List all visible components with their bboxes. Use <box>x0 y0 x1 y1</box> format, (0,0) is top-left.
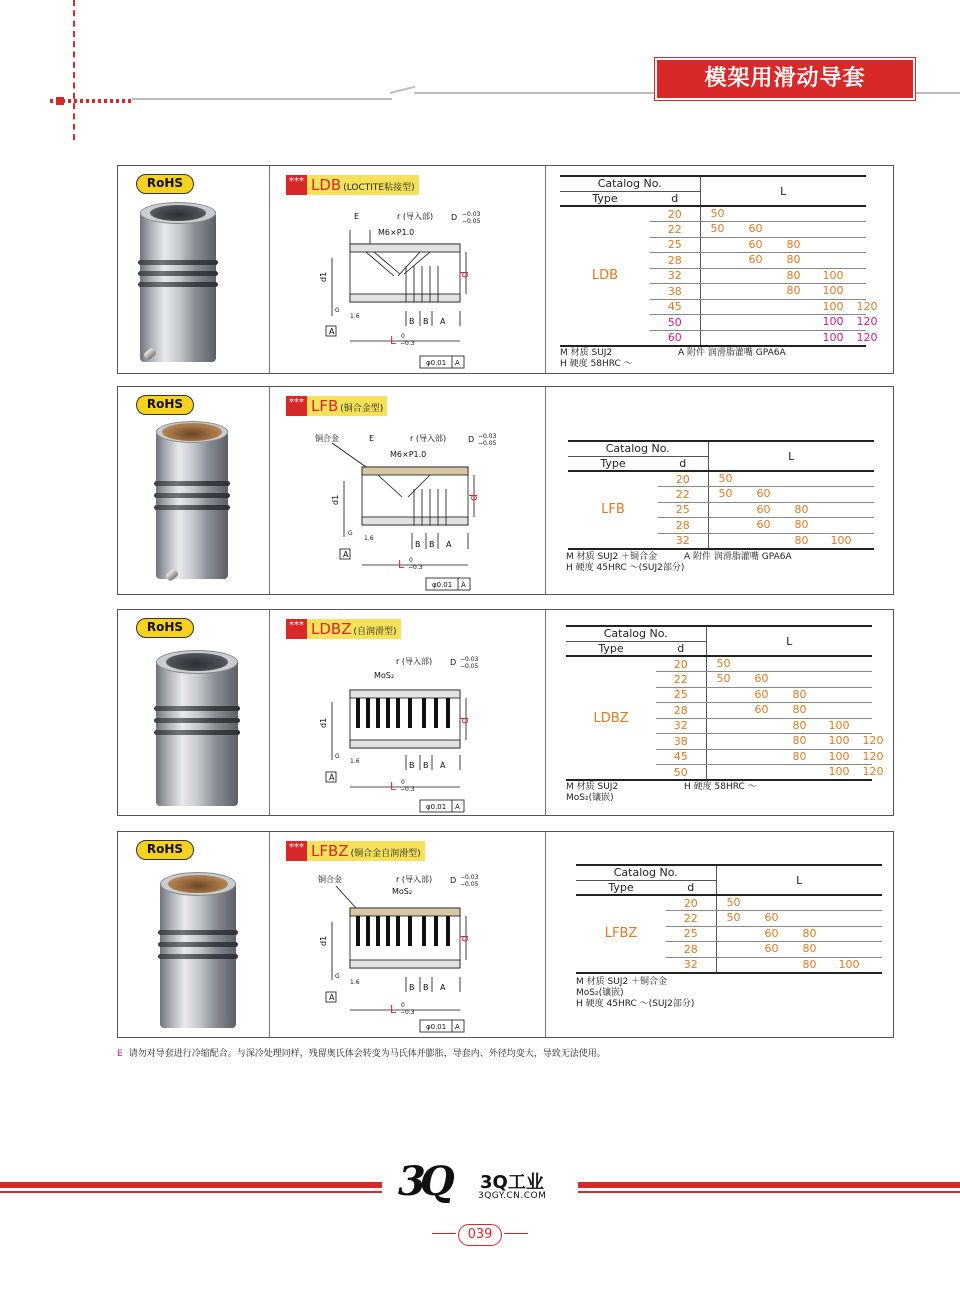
spec-note: H 硬度 45HRC ～(SUJ2部分) <box>576 999 695 1009</box>
spec-table-cell <box>546 387 893 594</box>
length-value: 120 <box>856 330 878 344</box>
type-cell: LDBZ <box>566 656 656 780</box>
length-value: 120 <box>856 315 878 328</box>
svg-text:L: L <box>390 780 397 793</box>
svg-text:1.6: 1.6 <box>364 535 374 542</box>
svg-text:E: E <box>369 434 375 443</box>
product-panel-lfbz <box>117 831 894 1038</box>
length-cell <box>700 330 878 346</box>
svg-text:−0.03: −0.03 <box>460 874 479 881</box>
d-header: d <box>658 456 708 471</box>
length-value: 60 <box>754 703 769 716</box>
page-title: 模架用滑动导套 <box>657 60 913 98</box>
svg-text:B: B <box>423 317 429 326</box>
diameter-cell: 60 <box>650 330 700 346</box>
header-rule-slant <box>390 86 416 94</box>
diameter-cell: 45 <box>650 299 700 315</box>
length-value: 100 <box>828 734 850 747</box>
svg-text:d1: d1 <box>319 717 328 728</box>
table-row <box>568 471 874 487</box>
length-value: 100 <box>828 749 850 763</box>
svg-text:铜合金: 铜合金 <box>315 434 339 443</box>
svg-text:M6×P1.0: M6×P1.0 <box>378 228 415 237</box>
svg-text:L: L <box>390 1003 397 1016</box>
spec-note-line <box>576 988 694 999</box>
product-code: LFB <box>311 397 339 415</box>
svg-text:E: E <box>354 212 360 221</box>
dimension-drawing <box>270 610 546 817</box>
diameter-cell: 22 <box>666 911 716 927</box>
svg-text:d: d <box>467 494 480 501</box>
logo-mark: 3Q <box>398 1158 449 1205</box>
length-cell <box>700 299 878 315</box>
length-value: 60 <box>754 672 769 685</box>
svg-text:A: A <box>455 359 460 367</box>
product-panel-lfb <box>117 386 894 595</box>
svg-text:r (导入部): r (导入部) <box>410 434 447 443</box>
spec-note-line <box>576 977 694 988</box>
length-value: 100 <box>822 299 844 313</box>
length-cell <box>708 471 874 487</box>
product-photo-cell <box>118 387 270 594</box>
length-cell <box>700 315 878 331</box>
svg-text:D: D <box>450 876 457 885</box>
svg-text:G: G <box>335 307 340 314</box>
spec-note: H 硬度 45HRC ～(SUJ2部分) <box>566 563 685 573</box>
length-value: 80 <box>802 942 817 955</box>
dimension-drawing-cell <box>270 387 546 594</box>
length-value: 80 <box>786 284 801 297</box>
svg-text:A: A <box>440 983 446 992</box>
length-value: 80 <box>786 237 801 251</box>
length-value: 80 <box>794 502 809 516</box>
spec-note: M 材质 SUJ2 ＋铜合金 <box>576 977 668 987</box>
header-dashed-line <box>73 0 75 140</box>
product-photo-cell <box>118 610 270 815</box>
type-cell: LFB <box>568 471 658 549</box>
length-value: 60 <box>748 222 763 235</box>
product-panel-ldbz <box>117 609 894 816</box>
length-value: 80 <box>792 687 807 701</box>
length-cell <box>706 687 872 703</box>
length-cell <box>708 487 874 503</box>
diameter-cell: 28 <box>656 703 706 719</box>
spec-table <box>568 440 874 550</box>
table-row <box>560 206 866 222</box>
diameter-cell: 28 <box>658 518 708 534</box>
length-value: 50 <box>726 896 741 909</box>
spec-note: A 附件 润滑脂灌嘴 GPA6A <box>678 348 786 358</box>
product-subtitle: (LOCTITE粘接型) <box>343 183 415 193</box>
d-header: d <box>666 880 716 895</box>
type-header: Type <box>576 880 666 895</box>
svg-text:r (导入部): r (导入部) <box>397 212 434 221</box>
svg-text:d: d <box>458 271 471 278</box>
product-subtitle: (铜合金型) <box>340 404 384 414</box>
length-cell <box>706 656 872 672</box>
diameter-cell: 38 <box>650 284 700 300</box>
rohs-badge: RoHS <box>136 840 194 860</box>
diameter-cell: 32 <box>658 533 708 549</box>
svg-text:B: B <box>423 983 429 992</box>
dimension-drawing <box>270 832 546 1039</box>
length-cell <box>700 222 866 238</box>
diameter-cell: 20 <box>666 895 716 911</box>
svg-text:−0.05: −0.05 <box>478 440 497 447</box>
length-value: 100 <box>822 268 844 282</box>
length-cell <box>700 237 866 253</box>
svg-text:B: B <box>409 317 415 326</box>
svg-text:−0.03: −0.03 <box>460 656 479 663</box>
svg-text:A: A <box>343 550 349 559</box>
product-subtitle: (自润滑型) <box>353 627 397 637</box>
rohs-badge: RoHS <box>136 618 194 638</box>
dimension-drawing <box>270 387 546 596</box>
svg-text:L: L <box>398 558 405 571</box>
spec-table <box>560 175 878 347</box>
catalog-header: Catalog No. <box>576 865 716 880</box>
length-cell <box>706 718 872 734</box>
diameter-cell: 28 <box>650 253 700 269</box>
spec-note: M 材质 SUJ2 ＋铜合金 <box>566 552 658 562</box>
diameter-cell: 22 <box>650 222 700 238</box>
length-cell <box>706 703 872 719</box>
spec-note: H 硬度 58HRC ～ <box>684 782 757 792</box>
company-logo <box>398 1158 568 1208</box>
length-value: 100 <box>822 284 844 297</box>
svg-text:−0.03: −0.03 <box>478 433 497 440</box>
spec-note-line <box>566 552 792 563</box>
svg-text:G: G <box>348 530 353 537</box>
spec-notes <box>566 782 757 804</box>
length-value: 60 <box>756 487 771 500</box>
spec-table-cell <box>546 832 893 1037</box>
svg-text:D: D <box>450 658 457 667</box>
length-value: 60 <box>756 502 771 516</box>
product-code: LDB <box>311 176 342 194</box>
d-header: d <box>650 191 700 206</box>
spec-note: H 硬度 58HRC ～ <box>560 359 633 369</box>
svg-text:1.6: 1.6 <box>350 979 360 986</box>
diameter-cell: 25 <box>650 237 700 253</box>
length-cell <box>708 502 874 518</box>
spec-notes <box>566 552 792 574</box>
length-value: 60 <box>748 237 763 251</box>
spec-table <box>566 625 884 781</box>
svg-text:铜合金: 铜合金 <box>318 875 342 884</box>
length-value: 120 <box>862 765 884 778</box>
product-code: LDBZ <box>311 620 352 638</box>
svg-text:d: d <box>458 935 471 942</box>
length-value: 50 <box>718 472 733 485</box>
length-value: 50 <box>726 911 741 924</box>
length-value: 50 <box>716 657 731 670</box>
length-value: 80 <box>794 533 809 547</box>
diameter-cell: 45 <box>656 749 706 765</box>
length-cell <box>716 895 882 911</box>
svg-text:D: D <box>451 213 458 222</box>
product-tag: *** LDB (LOCTITE粘接型) <box>286 175 419 195</box>
company-name: 3Q工业 <box>480 1172 544 1193</box>
length-value: 80 <box>802 957 817 971</box>
footer-rule-right <box>578 1182 960 1188</box>
svg-text:A: A <box>329 773 335 782</box>
svg-text:A: A <box>440 317 446 326</box>
page-ornament-right <box>504 1233 528 1234</box>
diameter-cell: 32 <box>656 718 706 734</box>
svg-text:1.6: 1.6 <box>350 313 360 320</box>
svg-text:−0.05: −0.05 <box>460 881 479 888</box>
svg-text:A: A <box>446 540 452 549</box>
length-value: 80 <box>786 253 801 266</box>
table-row <box>566 656 872 672</box>
length-value: 60 <box>754 687 769 701</box>
spec-table-grid <box>560 175 878 347</box>
length-value: 100 <box>828 718 850 732</box>
svg-text:L: L <box>390 334 397 347</box>
svg-text:A: A <box>455 1023 460 1031</box>
footer-rule-right-thin <box>578 1191 960 1193</box>
svg-text:−0.05: −0.05 <box>462 218 481 225</box>
spec-note-line <box>576 999 694 1010</box>
dimension-drawing <box>270 166 546 375</box>
d-header: d <box>656 641 706 656</box>
svg-text:M6×P1.0: M6×P1.0 <box>390 450 427 459</box>
diameter-cell: 20 <box>656 656 706 672</box>
spec-notes <box>560 348 786 370</box>
spec-note-line <box>566 563 792 574</box>
svg-text:0: 0 <box>409 557 413 564</box>
bushing-photo <box>156 650 238 806</box>
svg-text:d: d <box>458 717 471 724</box>
spec-note: M 材质 SUJ2 <box>566 782 619 792</box>
svg-text:0: 0 <box>401 333 405 340</box>
rohs-badge: RoHS <box>136 395 194 415</box>
length-cell <box>706 672 872 688</box>
dimension-drawing-cell <box>270 166 546 373</box>
length-value: 80 <box>802 926 817 940</box>
spec-note-line <box>560 359 786 370</box>
length-cell <box>706 749 884 765</box>
length-cell <box>700 268 866 284</box>
svg-text:B: B <box>409 761 415 770</box>
svg-text:MoS₂: MoS₂ <box>392 887 413 896</box>
length-value: 80 <box>792 718 807 732</box>
dimension-drawing-cell <box>270 610 546 815</box>
svg-text:−0.3: −0.3 <box>400 340 415 347</box>
length-cell <box>716 957 882 973</box>
svg-text:A: A <box>329 327 335 336</box>
svg-text:φ0.01: φ0.01 <box>432 581 453 589</box>
bushing-photo <box>140 202 216 362</box>
svg-text:d1: d1 <box>319 935 328 946</box>
spec-table-grid <box>566 625 884 781</box>
svg-text:r (导入部): r (导入部) <box>396 657 433 666</box>
length-header: L <box>708 441 874 471</box>
length-value: 50 <box>716 672 731 685</box>
length-value: 100 <box>822 330 844 344</box>
diameter-cell: 28 <box>666 942 716 958</box>
svg-text:0: 0 <box>401 779 405 786</box>
length-cell <box>700 253 866 269</box>
svg-text:A: A <box>455 803 460 811</box>
diameter-cell: 32 <box>650 268 700 284</box>
svg-text:φ0.01: φ0.01 <box>426 359 447 367</box>
footer-rule-left <box>0 1182 382 1188</box>
header-rule-mid <box>414 92 654 94</box>
length-value: 120 <box>862 749 884 763</box>
catalog-header: Catalog No. <box>560 176 700 191</box>
product-tag: *** LDBZ (自润滑型) <box>286 619 401 639</box>
diameter-cell: 25 <box>658 502 708 518</box>
length-value: 60 <box>764 911 779 924</box>
spec-note: MoS₂(镶嵌) <box>576 988 624 998</box>
bushing-photo <box>156 421 228 581</box>
product-photo-cell <box>118 166 270 373</box>
type-header: Type <box>560 191 650 206</box>
product-code: LFBZ <box>311 842 349 860</box>
svg-text:MoS₂: MoS₂ <box>374 671 395 680</box>
length-cell <box>716 942 882 958</box>
bushing-photo <box>160 872 236 1028</box>
length-value: 60 <box>748 253 763 266</box>
spec-table-grid <box>576 864 882 974</box>
length-value: 80 <box>792 734 807 747</box>
svg-text:B: B <box>423 761 429 770</box>
length-header: L <box>706 626 872 656</box>
spec-table <box>576 864 882 974</box>
type-cell: LFBZ <box>576 895 666 973</box>
length-value: 120 <box>856 299 878 313</box>
svg-text:−0.3: −0.3 <box>400 786 415 793</box>
svg-text:A: A <box>440 761 446 770</box>
diameter-cell: 38 <box>656 734 706 750</box>
svg-text:−0.3: −0.3 <box>408 564 423 571</box>
spec-note-line <box>566 793 757 804</box>
length-cell <box>700 206 866 222</box>
diameter-cell: 50 <box>650 315 700 331</box>
length-cell <box>716 911 882 927</box>
spec-note-line <box>566 782 757 793</box>
length-cell <box>706 765 884 781</box>
length-cell <box>706 734 884 750</box>
svg-text:D: D <box>468 435 475 444</box>
svg-text:d1: d1 <box>319 271 328 282</box>
length-value: 120 <box>862 734 884 747</box>
page-number: 039 <box>458 1224 502 1246</box>
length-value: 100 <box>838 957 860 971</box>
svg-text:B: B <box>415 540 421 549</box>
svg-text:−0.3: −0.3 <box>400 1009 415 1016</box>
page-ornament-left <box>432 1233 456 1234</box>
diameter-cell: 32 <box>666 957 716 973</box>
company-url: 3QGY.CN.COM <box>478 1191 547 1201</box>
product-panel-ldb <box>117 165 894 374</box>
diameter-cell: 22 <box>656 672 706 688</box>
length-header: L <box>700 176 866 206</box>
type-header: Type <box>566 641 656 656</box>
diameter-cell: 50 <box>656 765 706 781</box>
caution-footnote: E 请勿对导套进行冷缩配合。与深冷处理同样，残留奥氏体会转变为马氏体并膨胀，导套内、外径均变大，导致无法使用。 <box>117 1049 606 1059</box>
svg-text:G: G <box>335 973 340 980</box>
length-value: 80 <box>794 518 809 531</box>
length-value: 60 <box>764 942 779 955</box>
length-cell <box>708 533 874 549</box>
header-rule-right <box>913 92 960 94</box>
length-value: 80 <box>792 749 807 763</box>
length-header: L <box>716 865 882 895</box>
svg-text:d1: d1 <box>331 494 340 505</box>
length-value: 100 <box>830 533 852 547</box>
length-value: 60 <box>764 926 779 940</box>
spec-note: M 材质 SUJ2 <box>560 348 613 358</box>
svg-text:0: 0 <box>401 1002 405 1009</box>
svg-text:G: G <box>335 753 340 760</box>
length-value: 50 <box>710 222 725 235</box>
rohs-badge: RoHS <box>136 174 194 194</box>
length-value: 80 <box>792 703 807 716</box>
product-subtitle: (铜合金自润滑型) <box>350 849 421 859</box>
spec-table-grid <box>568 440 874 550</box>
catalog-header: Catalog No. <box>568 441 708 456</box>
diameter-cell: 20 <box>658 471 708 487</box>
header-rule-left <box>132 98 392 100</box>
length-value: 50 <box>710 207 725 220</box>
spec-note: A 附件 润滑脂灌嘴 GPA6A <box>684 552 792 562</box>
length-value: 100 <box>828 765 850 778</box>
dimension-drawing-cell <box>270 832 546 1037</box>
spec-notes <box>576 977 694 1010</box>
spec-note: MoS₂(镶嵌) <box>566 793 614 803</box>
product-tag: *** LFB (铜合金型) <box>286 396 387 416</box>
table-row <box>576 895 882 911</box>
svg-text:−0.03: −0.03 <box>462 211 481 218</box>
svg-text:A: A <box>329 993 335 1002</box>
diameter-cell: 25 <box>656 687 706 703</box>
length-cell <box>700 284 866 300</box>
length-value: 100 <box>822 315 844 328</box>
svg-text:B: B <box>429 540 435 549</box>
svg-text:φ0.01: φ0.01 <box>426 803 447 811</box>
length-value: 80 <box>786 268 801 282</box>
svg-text:B: B <box>409 983 415 992</box>
length-value: 50 <box>718 487 733 500</box>
length-cell <box>708 518 874 534</box>
diameter-cell: 22 <box>658 487 708 503</box>
header-square-marker <box>56 97 64 105</box>
type-header: Type <box>568 456 658 471</box>
product-tag: *** LFBZ (铜合金自润滑型) <box>286 841 425 861</box>
svg-text:φ0.01: φ0.01 <box>426 1023 447 1031</box>
spec-table-cell <box>546 610 893 815</box>
svg-text:r (导入部): r (导入部) <box>396 875 433 884</box>
footer-rule-left-thin <box>0 1191 382 1193</box>
svg-text:−0.05: −0.05 <box>460 663 479 670</box>
length-value: 60 <box>756 518 771 531</box>
catalog-header: Catalog No. <box>566 626 706 641</box>
spec-note-line <box>560 348 786 359</box>
diameter-cell: 25 <box>666 926 716 942</box>
svg-text:A: A <box>461 581 466 589</box>
spec-table-cell <box>546 166 893 373</box>
svg-text:1.6: 1.6 <box>350 758 360 765</box>
type-cell: LDB <box>560 206 650 346</box>
length-cell <box>716 926 882 942</box>
product-photo-cell <box>118 832 270 1037</box>
diameter-cell: 20 <box>650 206 700 222</box>
